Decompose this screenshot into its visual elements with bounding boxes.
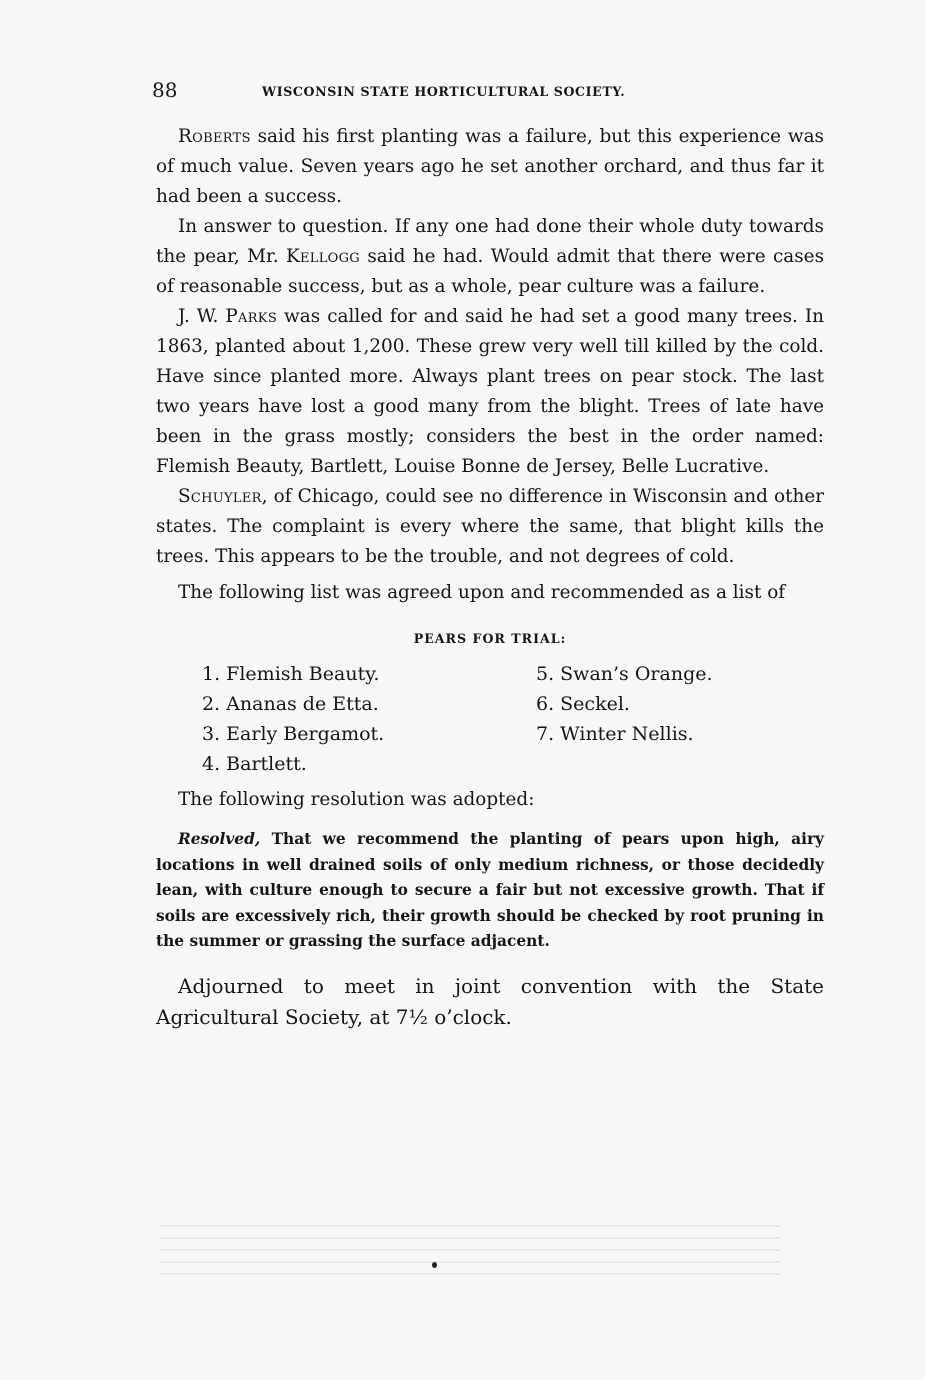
body-text — [156, 122, 824, 1033]
resolution-text — [156, 827, 824, 955]
pear-list-title: PEARS FOR TRIAL: — [413, 631, 567, 646]
speaker-name: Parks — [225, 306, 278, 327]
page-number: 88 — [152, 78, 178, 102]
resolution-intro: The following resolution was adopted: — [178, 789, 535, 810]
paragraph-text: said he had. Would admit that there were cases of reasonable success, but as a whole, pear culture was a failure. — [156, 246, 825, 297]
paragraph-text: In answer to question. If any one had done their whole duty towards the pear, Mr. — [156, 216, 824, 267]
paragraph-kellogg — [156, 212, 824, 302]
list-item: 6. Seckel. — [536, 693, 630, 715]
speaker-name: Roberts — [178, 126, 251, 147]
list-item: 1. Flemish Beauty. — [202, 663, 380, 685]
pear-list — [156, 659, 824, 781]
bleed-through-text — [160, 1225, 780, 1285]
list-item: 3. Early Bergamot. — [202, 723, 385, 745]
resolution-lead: Resolved, — [178, 830, 261, 848]
speaker-name: Schuyler — [178, 486, 262, 507]
running-title: WISCONSIN STATE HORTICULTURAL SOCIETY. — [262, 84, 626, 99]
list-item: 7. Winter Nellis. — [536, 723, 694, 745]
list-item: 2. Ananas de Etta. — [202, 693, 379, 715]
ink-dot — [432, 1262, 437, 1268]
paragraph-roberts — [156, 122, 824, 212]
resolution-body: That we recommend the planting of pears upon high, airy locations in well drained soils of only medium richness, or those decidedly lean, with culture enough to secure a fair but not excessive growth. That if soils are excessively rich, their growth should be checked by root pruning in the summer or grassing the surface adjacent. — [156, 830, 824, 950]
page-header — [152, 78, 830, 104]
paragraph-parks — [156, 302, 824, 482]
adjourned-paragraph: Adjourned to meet in joint convention with the State Agricultural Society, at 7½ o’clock. — [156, 973, 824, 1029]
paragraph-text: J. W. — [178, 306, 226, 327]
paragraph-text: said his first planting was a failure, but this experience was of much value. Seven years ago he set another orchard, and thus far it had been a success. — [156, 126, 824, 207]
paragraph-text: , of Chicago, could see no difference in Wisconsin and other states. The complaint is every where the same, that blight kills the trees. This appears to be the trouble, and not degrees of cold. — [156, 486, 824, 567]
paragraph-schuyler — [156, 482, 824, 572]
paragraph-list-intro: The following list was agreed upon and recommended as a list of — [178, 582, 786, 603]
paragraph-text: was called for and said he had set a good many trees. In 1863, planted about 1,200. These grew very well till killed by the cold. Have since planted more. Always plant trees on pear stock. The last two years have lost a good many from the blight. Trees of late have been in the grass mostly; considers the best in the order named: Flemish Beauty, Bartlett, Louise Bonne de Jersey, Belle Lucrative. — [156, 306, 824, 477]
list-item: 5. Swan’s Orange. — [536, 663, 713, 685]
speaker-name: Kellogg — [285, 246, 360, 267]
list-item: 4. Bartlett. — [202, 753, 307, 775]
